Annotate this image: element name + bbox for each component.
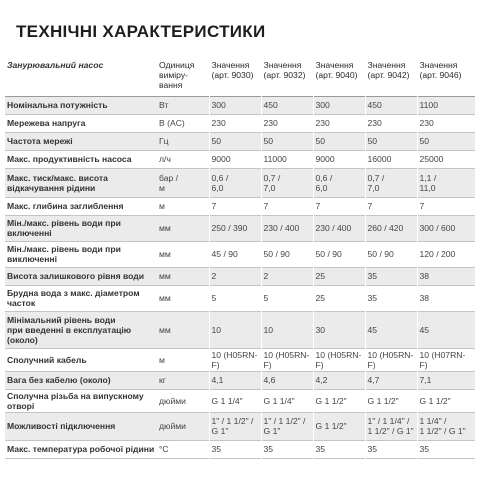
value-cell-9032: 0,7 / 7,0 (261, 168, 313, 197)
unit-cell: кг (159, 375, 166, 385)
unit-cell: Гц (159, 136, 169, 146)
value-cell-9042: 0,7 / 7,0 (365, 168, 417, 197)
unit-cell: мм (159, 324, 171, 335)
value-cell-9040: 7 (313, 197, 365, 215)
value-cell-9046: 230 (417, 114, 475, 132)
parameter-label: Номінальна потужність (7, 100, 108, 110)
unit-cell: мм (159, 249, 171, 259)
row-residual-level (5, 267, 475, 285)
value-cell-9030: 9000 (209, 150, 261, 168)
row-mains-voltage (5, 114, 475, 132)
row-rated-power (5, 96, 475, 114)
parameter-label: Сполучний кабель (7, 354, 87, 365)
value-cell-9030: 7 (209, 197, 261, 215)
value-cell-9032: 5 (261, 285, 313, 311)
value-cell-9046: 10 (H07RN-F) (417, 348, 475, 371)
header-value-9032: Значення (арт. 9032) (261, 58, 313, 96)
unit-cell: бар / м (159, 172, 179, 193)
value-cell-9040: 25 (313, 285, 365, 311)
unit-cell: °С (159, 444, 169, 454)
unit-cell: дюйми (159, 395, 186, 406)
value-cell-9046: 25000 (417, 150, 475, 168)
value-cell-9046: 300 / 600 (417, 215, 475, 241)
row-max-depth (5, 197, 475, 215)
value-cell-9032: 11000 (261, 150, 313, 168)
value-cell-9042: 45 (365, 311, 417, 348)
value-cell-9032: 50 (261, 132, 313, 150)
parameter-label: Мережева напруга (7, 118, 86, 128)
row-max-temperature (5, 440, 475, 458)
unit-cell: м (159, 201, 165, 211)
value-cell-9030: 2 (209, 267, 261, 285)
unit-cell: м (159, 354, 165, 365)
value-cell-9030: 250 / 390 (209, 215, 261, 241)
value-cell-9046: 35 (417, 440, 475, 458)
spec-table (5, 58, 475, 459)
row-connections (5, 412, 475, 440)
parameter-label: Можливості підключення (7, 421, 116, 431)
row-particle-size (5, 285, 475, 311)
row-outlet-thread (5, 389, 475, 412)
table-body (5, 96, 475, 458)
value-cell-9046: G 1 1/2" (417, 389, 475, 412)
value-cell-9046: 1100 (417, 96, 475, 114)
unit-cell: мм (159, 223, 171, 233)
value-cell-9040: 230 / 400 (313, 215, 365, 241)
value-cell-9046: 7 (417, 197, 475, 215)
parameter-label: Мін./макс. рівень води при включенні (7, 218, 121, 238)
value-cell-9030: 300 (209, 96, 261, 114)
header-value-9030: Значення (арт. 9030) (209, 58, 261, 96)
parameter-label: Мін./макс. рівень води при виключенні (7, 244, 121, 264)
parameter-label: Вага без кабелю (около) (7, 375, 111, 385)
parameter-label: Висота залишкового рівня води (7, 271, 145, 281)
header-value-9042: Значення (арт. 9042) (365, 58, 417, 96)
header-unit: Одиниця виміру- вання (159, 60, 195, 90)
value-cell-9042: 10 (H05RN-F) (365, 348, 417, 371)
value-cell-9042: 7 (365, 197, 417, 215)
row-cable (5, 348, 475, 371)
value-cell-9042: 35 (365, 440, 417, 458)
value-cell-9046: 7,1 (417, 371, 475, 389)
value-cell-9030: G 1 1/4" (209, 389, 261, 412)
parameter-label: Частота мережі (7, 136, 73, 146)
value-cell-9040: 10 (H05RN-F) (313, 348, 365, 371)
value-cell-9032: G 1 1/4" (261, 389, 313, 412)
value-cell-9042: 260 / 420 (365, 215, 417, 241)
value-cell-9046: 1,1 / 11,0 (417, 168, 475, 197)
value-cell-9040: 0,6 / 6,0 (313, 168, 365, 197)
row-frequency (5, 132, 475, 150)
value-cell-9040: G 1 1/2" (313, 389, 365, 412)
row-level-off (5, 241, 475, 267)
value-cell-9030: 35 (209, 440, 261, 458)
value-cell-9046: 38 (417, 267, 475, 285)
value-cell-9042: G 1 1/2" (365, 389, 417, 412)
value-cell-9046: 38 (417, 285, 475, 311)
parameter-label: Макс. тиск/макс. висота відкачування рідини (7, 172, 108, 193)
row-level-on (5, 215, 475, 241)
value-cell-9030: 1" / 1 1/2" / G 1" (209, 412, 261, 440)
parameter-label: Макс. температура робочої рідини (7, 444, 155, 454)
value-cell-9040: 35 (313, 440, 365, 458)
header-product: Занурювальний насос (7, 60, 104, 70)
unit-cell: дюйми (159, 421, 186, 431)
value-cell-9046: 50 (417, 132, 475, 150)
value-cell-9046: 1 1/4" / 1 1/2" / G 1" (417, 412, 475, 440)
value-cell-9032: 35 (261, 440, 313, 458)
value-cell-9030: 45 / 90 (209, 241, 261, 267)
value-cell-9030: 0,6 / 6,0 (209, 168, 261, 197)
value-cell-9040: 50 (313, 132, 365, 150)
value-cell-9042: 4,7 (365, 371, 417, 389)
value-cell-9030: 5 (209, 285, 261, 311)
value-cell-9040: 4,2 (313, 371, 365, 389)
value-cell-9040: 25 (313, 267, 365, 285)
value-cell-9032: 50 / 90 (261, 241, 313, 267)
unit-cell: В (AC) (159, 118, 185, 128)
value-cell-9040: 50 / 90 (313, 241, 365, 267)
unit-cell: Вт (159, 100, 169, 110)
parameter-label: Мінімальний рівень води при введенні в експлуатацію (около) (7, 314, 132, 345)
value-cell-9032: 450 (261, 96, 313, 114)
header-value-9046: Значення (арт. 9046) (417, 58, 475, 96)
value-cell-9030: 10 (H05RN-F) (209, 348, 261, 371)
row-min-start-level (5, 311, 475, 348)
value-cell-9032: 230 / 400 (261, 215, 313, 241)
value-cell-9042: 450 (365, 96, 417, 114)
unit-cell: мм (159, 293, 171, 303)
row-max-capacity (5, 150, 475, 168)
value-cell-9032: 10 (H05RN-F) (261, 348, 313, 371)
value-cell-9032: 1" / 1 1/2" / G 1" (261, 412, 313, 440)
value-cell-9032: 4,6 (261, 371, 313, 389)
value-cell-9040: 300 (313, 96, 365, 114)
value-cell-9042: 16000 (365, 150, 417, 168)
value-cell-9046: 45 (417, 311, 475, 348)
value-cell-9030: 10 (209, 311, 261, 348)
page-title: ТЕХНІЧНІ ХАРАКТЕРИСТИКИ (16, 22, 266, 41)
value-cell-9032: 230 (261, 114, 313, 132)
value-cell-9030: 230 (209, 114, 261, 132)
value-cell-9040: 230 (313, 114, 365, 132)
value-cell-9042: 230 (365, 114, 417, 132)
parameter-label: Брудна вода з макс. діаметром часток (7, 288, 140, 308)
table-header-row (5, 58, 475, 96)
row-max-pressure (5, 168, 475, 197)
value-cell-9042: 50 / 90 (365, 241, 417, 267)
unit-cell: мм (159, 271, 171, 281)
value-cell-9032: 2 (261, 267, 313, 285)
value-cell-9042: 35 (365, 285, 417, 311)
value-cell-9030: 50 (209, 132, 261, 150)
row-weight (5, 371, 475, 389)
header-value-9040: Значення (арт. 9040) (313, 58, 365, 96)
value-cell-9040: 9000 (313, 150, 365, 168)
value-cell-9030: 4,1 (209, 371, 261, 389)
value-cell-9042: 35 (365, 267, 417, 285)
value-cell-9042: 50 (365, 132, 417, 150)
value-cell-9032: 10 (261, 311, 313, 348)
value-cell-9040: G 1 1/2" (313, 412, 365, 440)
parameter-label: Макс. продуктивність насоса (7, 154, 132, 164)
parameter-label: Макс. глибина заглиблення (7, 201, 124, 211)
parameter-label: Сполучна різьба на випускному отворі (7, 390, 144, 411)
value-cell-9042: 1" / 1 1/4" / 1 1/2" / G 1" (365, 412, 417, 440)
value-cell-9032: 7 (261, 197, 313, 215)
unit-cell: л/ч (159, 154, 171, 164)
value-cell-9046: 120 / 200 (417, 241, 475, 267)
value-cell-9040: 30 (313, 311, 365, 348)
